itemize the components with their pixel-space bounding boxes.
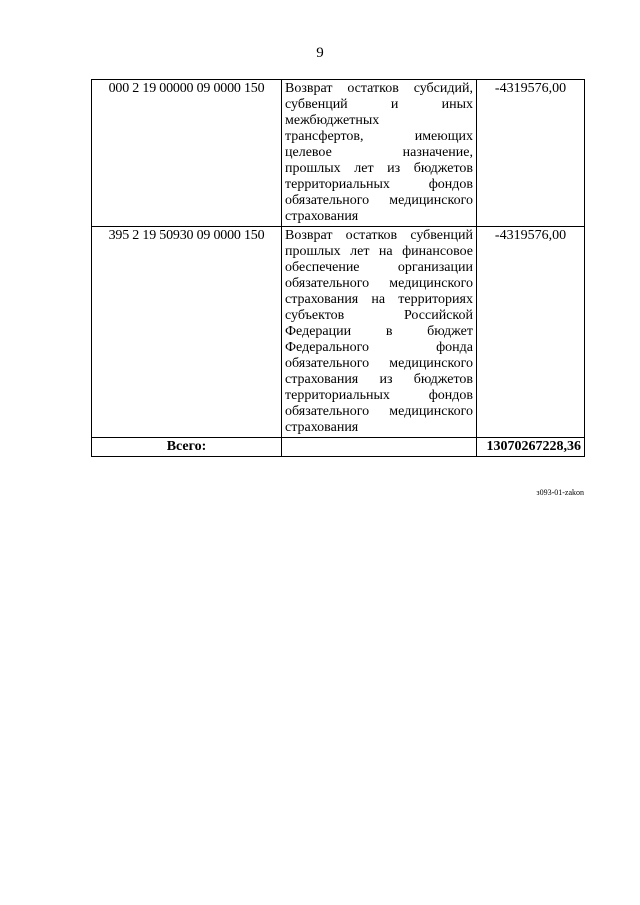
budget-table	[91, 79, 585, 457]
name-line: страхования	[285, 420, 359, 435]
amount-cell: -4319576,00	[477, 227, 585, 438]
name-line: субвенций и иных	[285, 97, 473, 112]
name-line: страхования на территориях	[285, 292, 473, 307]
table-row	[92, 80, 585, 227]
name-line: страхования	[285, 209, 359, 224]
name-line: обязательного медицинского	[285, 193, 473, 208]
name-line: субъектов Российской	[285, 308, 473, 323]
revenue-name-cell	[282, 227, 477, 438]
document-code: з093-01-zakon	[536, 488, 584, 497]
name-line: Федерального фонда	[285, 340, 473, 355]
name-line: страхования из бюджетов	[285, 372, 473, 387]
name-line: Возврат остатков субсидий,	[285, 81, 473, 96]
total-label: Всего:	[92, 438, 282, 457]
name-line: целевое назначение,	[285, 145, 473, 160]
name-line: прошлых лет на финансовое	[285, 244, 473, 259]
total-amount: 13070267228,36	[477, 438, 585, 457]
budget-code-cell: 395 2 19 50930 09 0000 150	[92, 227, 282, 438]
name-line: территориальных фондов	[285, 388, 473, 403]
name-line: межбюджетных	[285, 113, 380, 128]
name-line: Федерации в бюджет	[285, 324, 473, 339]
amount-cell: -4319576,00	[477, 80, 585, 227]
page-number: 9	[316, 45, 324, 61]
name-line: обеспечение организации	[285, 260, 473, 275]
name-line: территориальных фондов	[285, 177, 473, 192]
revenue-name-cell	[282, 80, 477, 227]
name-line: обязательного медицинского	[285, 404, 473, 419]
name-line: трансфертов, имеющих	[285, 129, 473, 144]
name-line: Возврат остатков субвенций	[285, 228, 473, 243]
total-row	[92, 438, 585, 457]
table-row	[92, 227, 585, 438]
budget-code-cell: 000 2 19 00000 09 0000 150	[92, 80, 282, 227]
name-line: прошлых лет из бюджетов	[285, 161, 473, 176]
total-empty-cell	[282, 438, 477, 457]
name-line: обязательного медицинского	[285, 356, 473, 371]
name-line: обязательного медицинского	[285, 276, 473, 291]
